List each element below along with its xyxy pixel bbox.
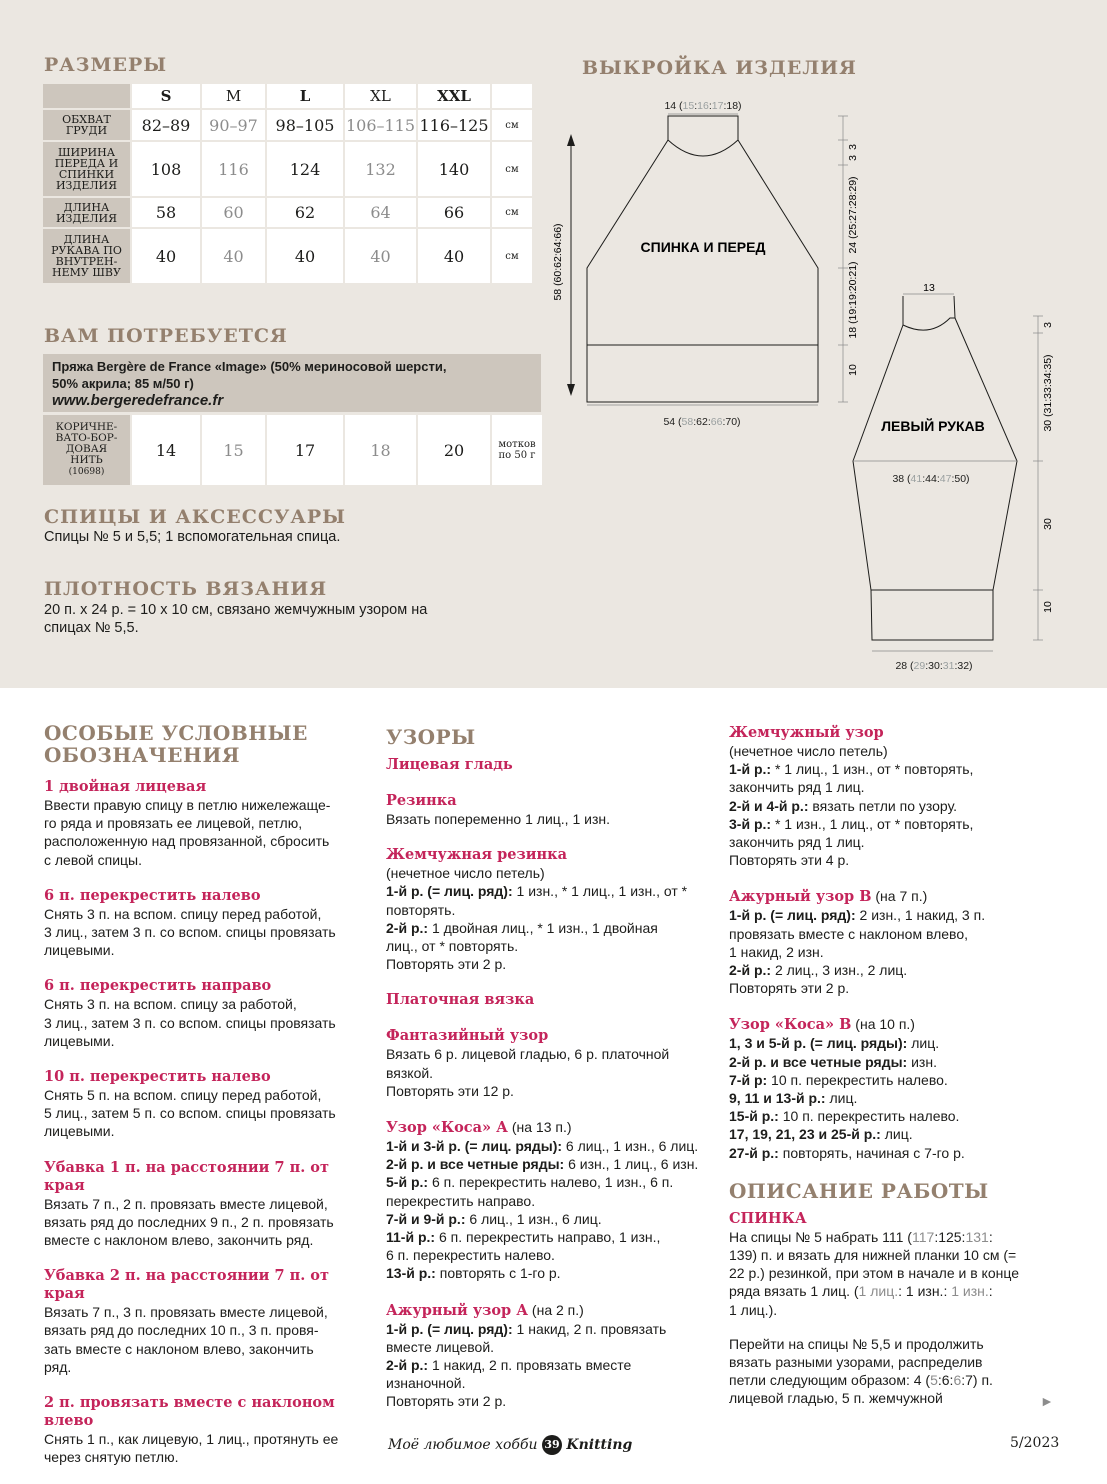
symbols-title: ОСОБЫЕ УСЛОВНЫЕ ОБОЗНАЧЕНИЯ xyxy=(44,721,308,767)
size-header: S xyxy=(132,84,200,108)
back-text: На спицы № 5 набрать 111 (117:125:131: 139) п. и вязать для нижней планки 10 см (= 22 р.) резинкой, при этом в начале и в конце ряда вязать 1 лиц. (1 лиц.: 1 изн.: 1 изн.: 1 лиц.). xyxy=(729,1228,1020,1318)
sleeve-length: 30 xyxy=(1042,518,1054,530)
gauge-title: ПЛОТНОСТЬ ВЯЗАНИЯ xyxy=(44,578,328,600)
needles-text: Спицы № 5 и 5,5; 1 вспомогательная спица. xyxy=(44,529,341,545)
pattern-heading: Жемчужная резинка xyxy=(386,846,568,864)
pattern-heading: Ажурный узор А (на 2 п.) xyxy=(386,1301,584,1319)
symbol-heading: Убавка 2 п. на расстоянии 7 п. от края xyxy=(44,1267,329,1303)
patterns-column: УЗОРЫ Лицевая гладь Резинка Вязать попеременно 1 лиц., 1 изн. Жемчужная резинка (нечетное число петель) 1-й р. (= лиц. ряд): 1 изн., * 1 лиц., 1 изн., от * повторять. 2-й р.: 1 двойная лиц., * 1 изн., 1 двойная лиц., от * повторять. Повторять эти 2 р. Платочная вязка Фантазийный узор Вязать 6 р. лицевой гладью, 6 р. платочной вязкой. Повторять эти 12 р. Узор «Коса» А (на 13 п.) 1-й и 3-й р. (= лиц. ряды): 6 лиц., 1 изн., 6 лиц. 2-й р. и все четные ряды: 6 изн., 1 лиц., 6 изн. 5-й р.: 6 п. перекрестить налево, 1 изн., 6 п. перекрестить направо. 7-й и 9-й р.: 6 лиц., 1 изн., 6 лиц. 11-й р.: 6 п. перекрестить направо, 1 изн., 6 п. перекрестить налево. 13-й р.: повторять с 1-го р. Ажурный узор А (на 2 п.) 1-й р. (= лиц. ряд): 1 накид, 2 п. провязать вместе лицевой. 2-й р.: 1 накид, 2 п. провязать вместе изнаночной. Повторять эти 2 р. xyxy=(386,726,716,1411)
page-number: 39 xyxy=(542,1435,562,1455)
symbol-text: Снять 5 п. на вспом. спицу перед работой, 5 лиц., затем 5 п. со вспом. спицы провязать лицевыми. xyxy=(44,1087,336,1140)
sleeve-top-depth: 3 xyxy=(1042,322,1054,328)
back-heading: СПИНКА xyxy=(729,1209,807,1227)
pattern-heading: Лицевая гладь xyxy=(386,756,513,773)
issue-number: 5/2023 xyxy=(1010,1435,1060,1451)
symbol-heading: 2 п. провязать вместе с наклоном влево xyxy=(44,1394,335,1430)
neck-depth-1: 3 xyxy=(847,144,859,150)
arrow-down-icon xyxy=(567,384,575,396)
size-header: L xyxy=(267,84,343,108)
body-height: 58 (60:62:64:66) xyxy=(552,223,564,301)
symbol-text: Снять 1 п., как лицевую, 1 лиц., протянуть ее через снятую петлю. xyxy=(44,1431,339,1466)
symbol-text: Снять 3 п. на вспом. спицу за работой, 3 лиц., затем 3 п. со вспом. спицы провязать лицевыми. xyxy=(44,996,336,1049)
symbol-text: Вязать 7 п., 2 п. провязать вместе лицевой, вязать ряд до последних 9 п., 2 п. провязать вместе с наклоном влево, закончить ряд. xyxy=(44,1195,334,1249)
row-label: ШИРИНА ПЕРЕДА И СПИНКИ ИЗДЕЛИЯ xyxy=(43,142,130,196)
pattern-heading: Резинка xyxy=(386,792,457,809)
materials-title: ВАМ ПОТРЕБУЕТСЯ xyxy=(44,325,288,347)
sleeve-label: ЛЕВЫЙ РУКАВ xyxy=(881,418,985,434)
pattern-heading: Платочная вязка xyxy=(386,991,535,1009)
work-column: Жемчужный узор (нечетное число петель) 1-й р.: * 1 лиц., 1 изн., от * повторять, закончить ряд 1 лиц. 2-й и 4-й р.: вязать петли по узору. 3-й р.: * 1 изн., 1 лиц., от * повторять, закончить ряд 1 лиц. Повторять эти 4 р. Ажурный узор В (на 7 п.) 1-й р. (= лиц. ряд): 2 изн., 1 накид, 3 п. провязать вместе с наклоном влево, 1 накид, 2 изн. 2-й р.: 2 лиц., 3 изн., 2 лиц. Повторять эти 2 р. Узор «Коса» В (на 10 п.) 1, 3 и 5-й р. (= лиц. ряды): лиц. 2-й р. и все четные ряды: изн. 7-й р: 10 п. перекрестить налево. 9, 11 и 13-й р.: лиц. 15-й р.: 10 п. перекрестить налево. 17, 19, 21, 23 и 25-й р.: лиц. 27-й р.: повторять, начиная с 7-го р. ОПИСАНИЕ РАБОТЫ СПИНКА На спицы № 5 набрать 111 (117:125:131: 139) п. и вязать для нижней планки 10 см (= 22 р.) резинкой, при этом в начале и в конце ряда вязать 1 лиц. (1 лиц.: 1 изн.: 1 изн.: 1 лиц.). Перейти на спицы № 5,5 и продолжить вязать разными узорами, распределив петли следующим образом: 4 (5:6:6:7) п. лицевой гладью, 5 п. жемчужной xyxy=(729,724,1069,1408)
patterns-title: УЗОРЫ xyxy=(386,725,476,749)
symbol-heading: 1 двойная лицевая xyxy=(44,778,207,795)
size-header: XXL xyxy=(418,84,490,108)
sleeve-top-width: 13 xyxy=(923,282,935,294)
work-title: ОПИСАНИЕ РАБОТЫ xyxy=(729,1178,989,1203)
yarn-box: Пряжа Bergère de France «Image» (50% мериносовой шерсти, 50% акрила; 85 м/50 г) www.bergeredefrance.fr xyxy=(43,354,541,412)
pattern-heading: Ажурный узор В (на 7 п.) xyxy=(729,888,928,906)
next-page-icon[interactable]: ► xyxy=(1040,1393,1054,1409)
needles-title: СПИЦЫ И АКСЕССУАРЫ xyxy=(44,506,347,528)
body-rib-height: 10 xyxy=(847,364,859,376)
armhole-height: 24 (25:27:28:29) xyxy=(847,176,859,254)
neck-rib xyxy=(668,116,738,156)
side-height: 18 (19:19:20:21) xyxy=(847,261,859,339)
arrow-up-icon xyxy=(567,134,575,146)
brand-name: Knitting xyxy=(566,1437,633,1453)
yarn-color-label: КОРИЧНЕ- ВАТО-БОР- ДОВАЯ НИТЬ (10698) xyxy=(43,415,130,485)
symbol-heading: 6 п. перекрестить направо xyxy=(44,977,272,995)
sleeve-rib-height: 10 xyxy=(1042,601,1054,613)
size-header: XL xyxy=(345,84,416,108)
footer xyxy=(388,1435,632,1455)
symbol-text: Снять 3 п. на вспом. спицу перед работой, 3 лиц., затем 3 п. со вспом. спицы провязать лицевыми. xyxy=(44,905,336,959)
row-label: ДЛИНА РУКАВА ПО ВНУТРЕН- НЕМУ ШВУ xyxy=(43,229,130,283)
symbol-heading: Убавка 1 п. на расстоянии 7 п. от края xyxy=(44,1158,329,1194)
symbols-column xyxy=(44,722,374,1466)
body-outline xyxy=(587,140,818,402)
pattern-heading: Узор «Коса» В (на 10 п.) xyxy=(729,1016,915,1034)
sizes-table: S M L XL XXL ОБХВАТ ГРУДИ 82–89 90–97 98–105 106–115 116–125 см ШИРИНА ПЕРЕДА И СПИНКИ ИЗДЕЛИЯ 108 116 124 132 140 см ДЛИНА ИЗДЕЛИЯ 58 60 62 64 66 см ДЛИНА РУКАВА ПО ВНУТРЕН- НЕМУ ШВУ 40 40 40 40 40 см xyxy=(41,82,534,285)
pattern-heading: Узор «Коса» А (на 13 п.) xyxy=(386,1119,572,1137)
cuff-width: 28 (29:30:31:32) xyxy=(895,660,973,672)
gauge-text: 20 п. х 24 р. = 10 х 10 см, связано жемчужным узором на спицах № 5,5. xyxy=(44,602,428,636)
magazine-name: Моё любимое хобби xyxy=(388,1437,538,1453)
row-label: ДЛИНА ИЗДЕЛИЯ xyxy=(43,198,130,227)
sizes-title: РАЗМЕРЫ xyxy=(44,54,168,76)
size-header: M xyxy=(202,84,265,108)
schema-title: ВЫКРОЙКА ИЗДЕЛИЯ xyxy=(582,57,857,79)
sleeve-width: 38 (41:44:47:50) xyxy=(892,473,970,485)
pattern-heading: Жемчужный узор xyxy=(729,724,884,741)
yarn-unit: мотков по 50 г xyxy=(492,415,542,485)
symbol-heading: 6 п. перекрестить налево xyxy=(44,886,261,904)
pattern-schema xyxy=(0,0,1107,688)
body-label: СПИНКА И ПЕРЕД xyxy=(640,239,766,255)
neck-width: 14 (15:16:17:18) xyxy=(664,100,742,112)
neck-depth-2: 3 xyxy=(847,155,859,161)
yarn-table: КОРИЧНЕ- ВАТО-БОР- ДОВАЯ НИТЬ (10698) 14 15 17 18 20 мотков по 50 г xyxy=(41,413,544,487)
body-width: 54 (58:62:66:70) xyxy=(663,416,741,428)
brand-link[interactable]: www.bergeredefrance.fr xyxy=(52,392,224,409)
symbol-heading: 10 п. перекрестить налево xyxy=(44,1068,271,1086)
sleeve-raglan: 30 (31:33:34:35) xyxy=(1042,354,1054,432)
row-label: ОБХВАТ ГРУДИ xyxy=(43,110,130,140)
sleeve-top xyxy=(903,296,955,330)
symbol-text: Ввести правую спицу в петлю нижележаще- го ряда и провязать ее лицевой, петлю, расположенную над провязанной, сбросить с левой спицы. xyxy=(44,797,331,868)
symbol-text: Вязать 7 п., 3 п. провязать вместе лицевой, вязать ряд до последних 10 п., 3 п. провя- зать вместе с наклоном влево, закончить ряд. xyxy=(44,1304,328,1375)
pattern-heading: Фантазийный узор xyxy=(386,1027,549,1045)
